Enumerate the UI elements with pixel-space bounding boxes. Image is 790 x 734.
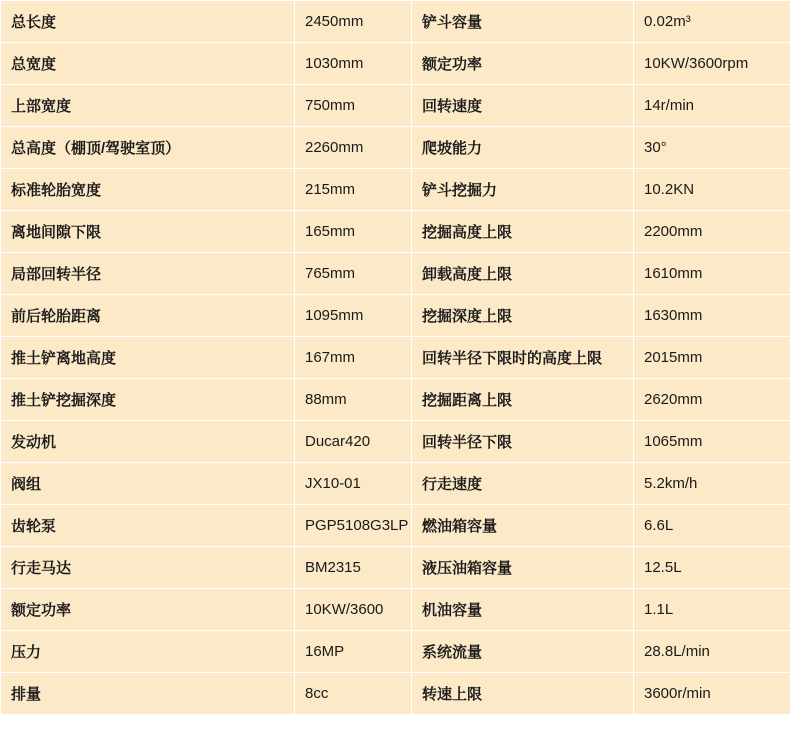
- spec-value-right: 30°: [634, 127, 790, 169]
- spec-value-right: 1610mm: [634, 253, 790, 295]
- spec-label-left: 总宽度: [1, 43, 295, 85]
- spec-value-right: 1.1L: [634, 589, 790, 631]
- spec-value-right: 12.5L: [634, 547, 790, 589]
- spec-value-left: Ducar420: [295, 421, 412, 463]
- spec-label-left: 推土铲离地高度: [1, 337, 295, 379]
- spec-label-left: 标准轮胎宽度: [1, 169, 295, 211]
- spec-label-left: 离地间隙下限: [1, 211, 295, 253]
- spec-label-left: 推土铲挖掘深度: [1, 379, 295, 421]
- spec-value-right: 0.02m³: [634, 1, 790, 43]
- table-row: [1, 631, 790, 673]
- spec-label-right: 挖掘距离上限: [412, 379, 634, 421]
- spec-value-left: 88mm: [295, 379, 412, 421]
- spec-label-right: 转速上限: [412, 673, 634, 715]
- table-row: [1, 547, 790, 589]
- table-row: [1, 1, 790, 43]
- spec-label-right: 液压油箱容量: [412, 547, 634, 589]
- spec-value-left: 1030mm: [295, 43, 412, 85]
- table-row: [1, 589, 790, 631]
- spec-value-left: 215mm: [295, 169, 412, 211]
- spec-value-left: 2450mm: [295, 1, 412, 43]
- spec-value-left: 167mm: [295, 337, 412, 379]
- spec-label-right: 挖掘深度上限: [412, 295, 634, 337]
- spec-value-right: 6.6L: [634, 505, 790, 547]
- spec-value-right: 1630mm: [634, 295, 790, 337]
- spec-value-right: 2200mm: [634, 211, 790, 253]
- spec-label-left: 排量: [1, 673, 295, 715]
- table-row: [1, 253, 790, 295]
- spec-value-right: 1065mm: [634, 421, 790, 463]
- spec-label-left: 压力: [1, 631, 295, 673]
- spec-value-right: 14r/min: [634, 85, 790, 127]
- specification-table-body: [1, 1, 790, 715]
- spec-value-right: 2015mm: [634, 337, 790, 379]
- table-row: [1, 379, 790, 421]
- spec-label-left: 总长度: [1, 1, 295, 43]
- table-row: [1, 505, 790, 547]
- spec-value-left: 16MP: [295, 631, 412, 673]
- spec-label-right: 卸载高度上限: [412, 253, 634, 295]
- table-row: [1, 295, 790, 337]
- table-row: [1, 211, 790, 253]
- spec-label-right: 回转半径下限时的高度上限: [412, 337, 634, 379]
- spec-value-left: 1095mm: [295, 295, 412, 337]
- spec-label-left: 局部回转半径: [1, 253, 295, 295]
- spec-value-left: BM2315: [295, 547, 412, 589]
- spec-value-left: 10KW/3600: [295, 589, 412, 631]
- spec-value-left: JX10-01: [295, 463, 412, 505]
- table-row: [1, 169, 790, 211]
- spec-label-left: 上部宽度: [1, 85, 295, 127]
- spec-label-right: 机油容量: [412, 589, 634, 631]
- table-row: [1, 673, 790, 715]
- table-row: [1, 337, 790, 379]
- spec-label-left: 前后轮胎距离: [1, 295, 295, 337]
- table-row: [1, 85, 790, 127]
- spec-label-right: 铲斗容量: [412, 1, 634, 43]
- spec-value-right: 10.2KN: [634, 169, 790, 211]
- spec-value-left: 165mm: [295, 211, 412, 253]
- spec-label-right: 行走速度: [412, 463, 634, 505]
- spec-value-right: 2620mm: [634, 379, 790, 421]
- table-row: [1, 127, 790, 169]
- spec-label-right: 系统流量: [412, 631, 634, 673]
- table-row: [1, 43, 790, 85]
- spec-label-right: 额定功率: [412, 43, 634, 85]
- spec-label-left: 行走马达: [1, 547, 295, 589]
- spec-value-left: 750mm: [295, 85, 412, 127]
- spec-label-right: 燃油箱容量: [412, 505, 634, 547]
- spec-label-right: 回转速度: [412, 85, 634, 127]
- spec-label-left: 发动机: [1, 421, 295, 463]
- table-row: [1, 463, 790, 505]
- spec-value-right: 10KW/3600rpm: [634, 43, 790, 85]
- spec-label-right: 回转半径下限: [412, 421, 634, 463]
- spec-label-right: 铲斗挖掘力: [412, 169, 634, 211]
- spec-label-right: 挖掘高度上限: [412, 211, 634, 253]
- spec-value-right: 3600r/min: [634, 673, 790, 715]
- spec-value-right: 5.2km/h: [634, 463, 790, 505]
- table-row: [1, 421, 790, 463]
- spec-value-left: PGP5108G3LP: [295, 505, 412, 547]
- spec-label-left: 额定功率: [1, 589, 295, 631]
- spec-value-right: 28.8L/min: [634, 631, 790, 673]
- spec-value-left: 8cc: [295, 673, 412, 715]
- spec-label-left: 齿轮泵: [1, 505, 295, 547]
- spec-label-left: 阀组: [1, 463, 295, 505]
- spec-value-left: 2260mm: [295, 127, 412, 169]
- spec-label-right: 爬坡能力: [412, 127, 634, 169]
- spec-value-left: 765mm: [295, 253, 412, 295]
- spec-label-left: 总高度（棚顶/驾驶室顶）: [1, 127, 295, 169]
